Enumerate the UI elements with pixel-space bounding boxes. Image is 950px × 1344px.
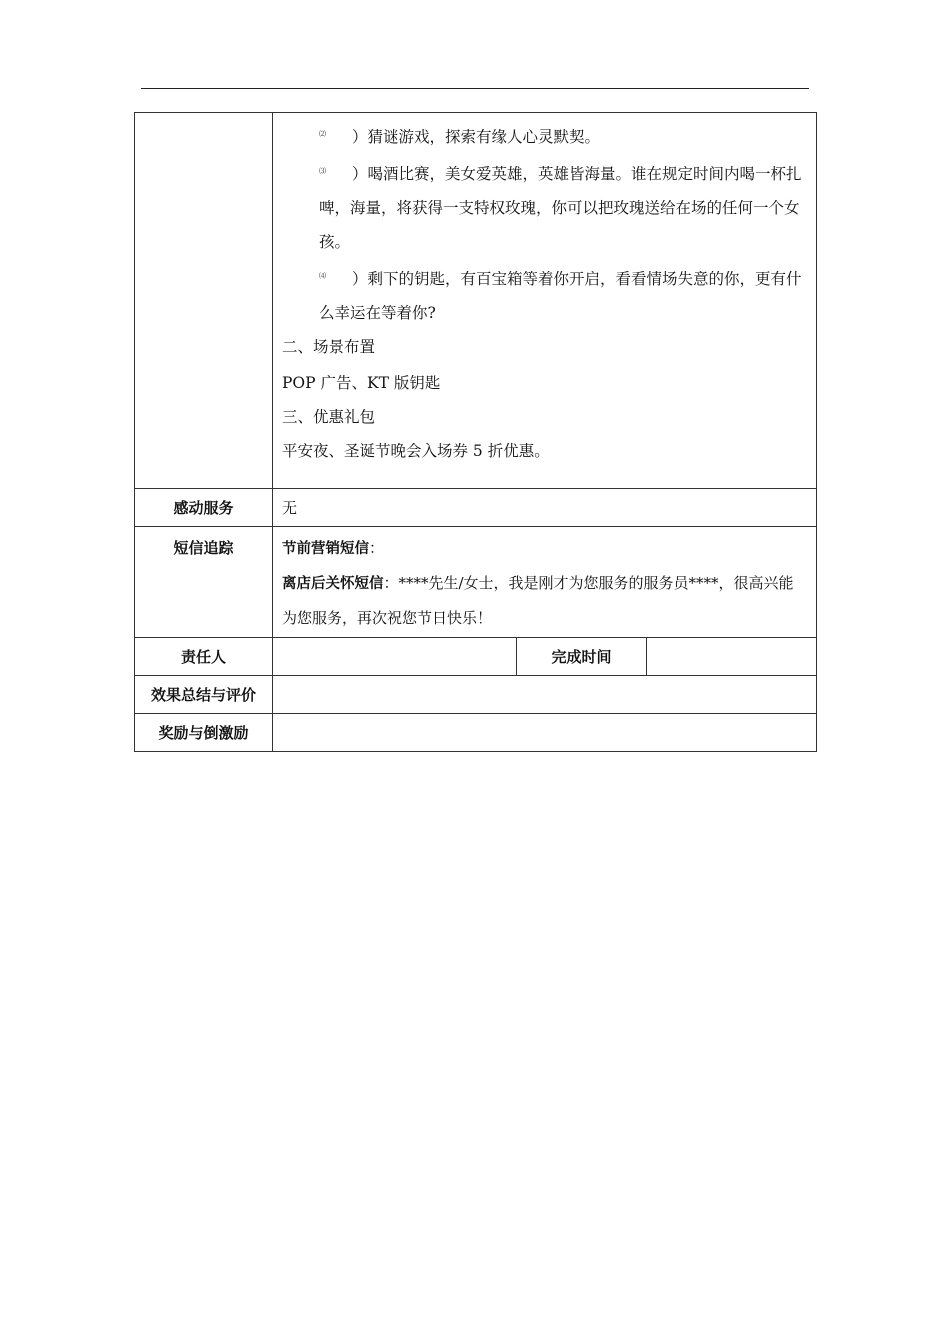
game-item-3: ⑶ ）喝酒比赛，美女爱英雄，英雄皆海量。谁在规定时间内喝一杯扎啤，海量，将获得一支特权玫瑰，你可以把玫瑰送给在场的任何一个女孩。 [319,165,802,252]
responsible-label: 责任人 [135,638,273,676]
touching-service-label: 感动服务 [135,489,273,527]
evaluation-row [135,676,817,714]
game-item-4: ⑷ ）剩下的钥匙，有百宝箱等着你开启，看看情场失意的你，更有什么幸运在等着你? [319,270,802,323]
rewards-row [135,714,817,752]
completion-time-value[interactable] [647,638,817,676]
responsible-value[interactable] [273,638,517,676]
post-visit-sms: 离店后关怀短信：****先生/女士，我是刚才为您服务的服务员****，很高兴能为您服务，再次祝您节日快乐！ [282,574,794,628]
rewards-label: 奖励与倒激励 [135,714,273,752]
sms-label: 短信追踪 [135,527,273,638]
touching-service-row [135,489,817,527]
evaluation-value[interactable] [273,676,817,714]
responsible-row [135,638,817,676]
activity-content-cell [273,113,817,489]
section-3-body: 平安夜、圣诞节晚会入场券 5 折优惠。 [282,442,550,461]
sms-row [135,527,817,638]
section-2-title: 二、场景布置 [282,338,376,357]
touching-service-value: 无 [273,489,817,527]
circle-4-marker: ⑷ [319,272,326,281]
sms-content [273,527,817,638]
circle-2-marker: ⑵ [319,130,326,138]
header-rule [141,88,809,89]
game-item-2: ⑵ ）猜谜游戏，探索有缘人心灵默契。 [319,128,601,147]
completion-time-label: 完成时间 [517,638,647,676]
circle-3-marker: ⑶ [319,167,326,176]
section-3-title: 三、优惠礼包 [282,408,376,427]
activity-label-cell [135,113,273,489]
pre-holiday-sms: 节前营销短信： [282,539,385,558]
plan-table [134,112,817,752]
activity-content-row [135,113,817,489]
evaluation-label: 效果总结与评价 [135,676,273,714]
rewards-value[interactable] [273,714,817,752]
section-2-body: POP 广告、KT 版钥匙 [282,374,441,393]
